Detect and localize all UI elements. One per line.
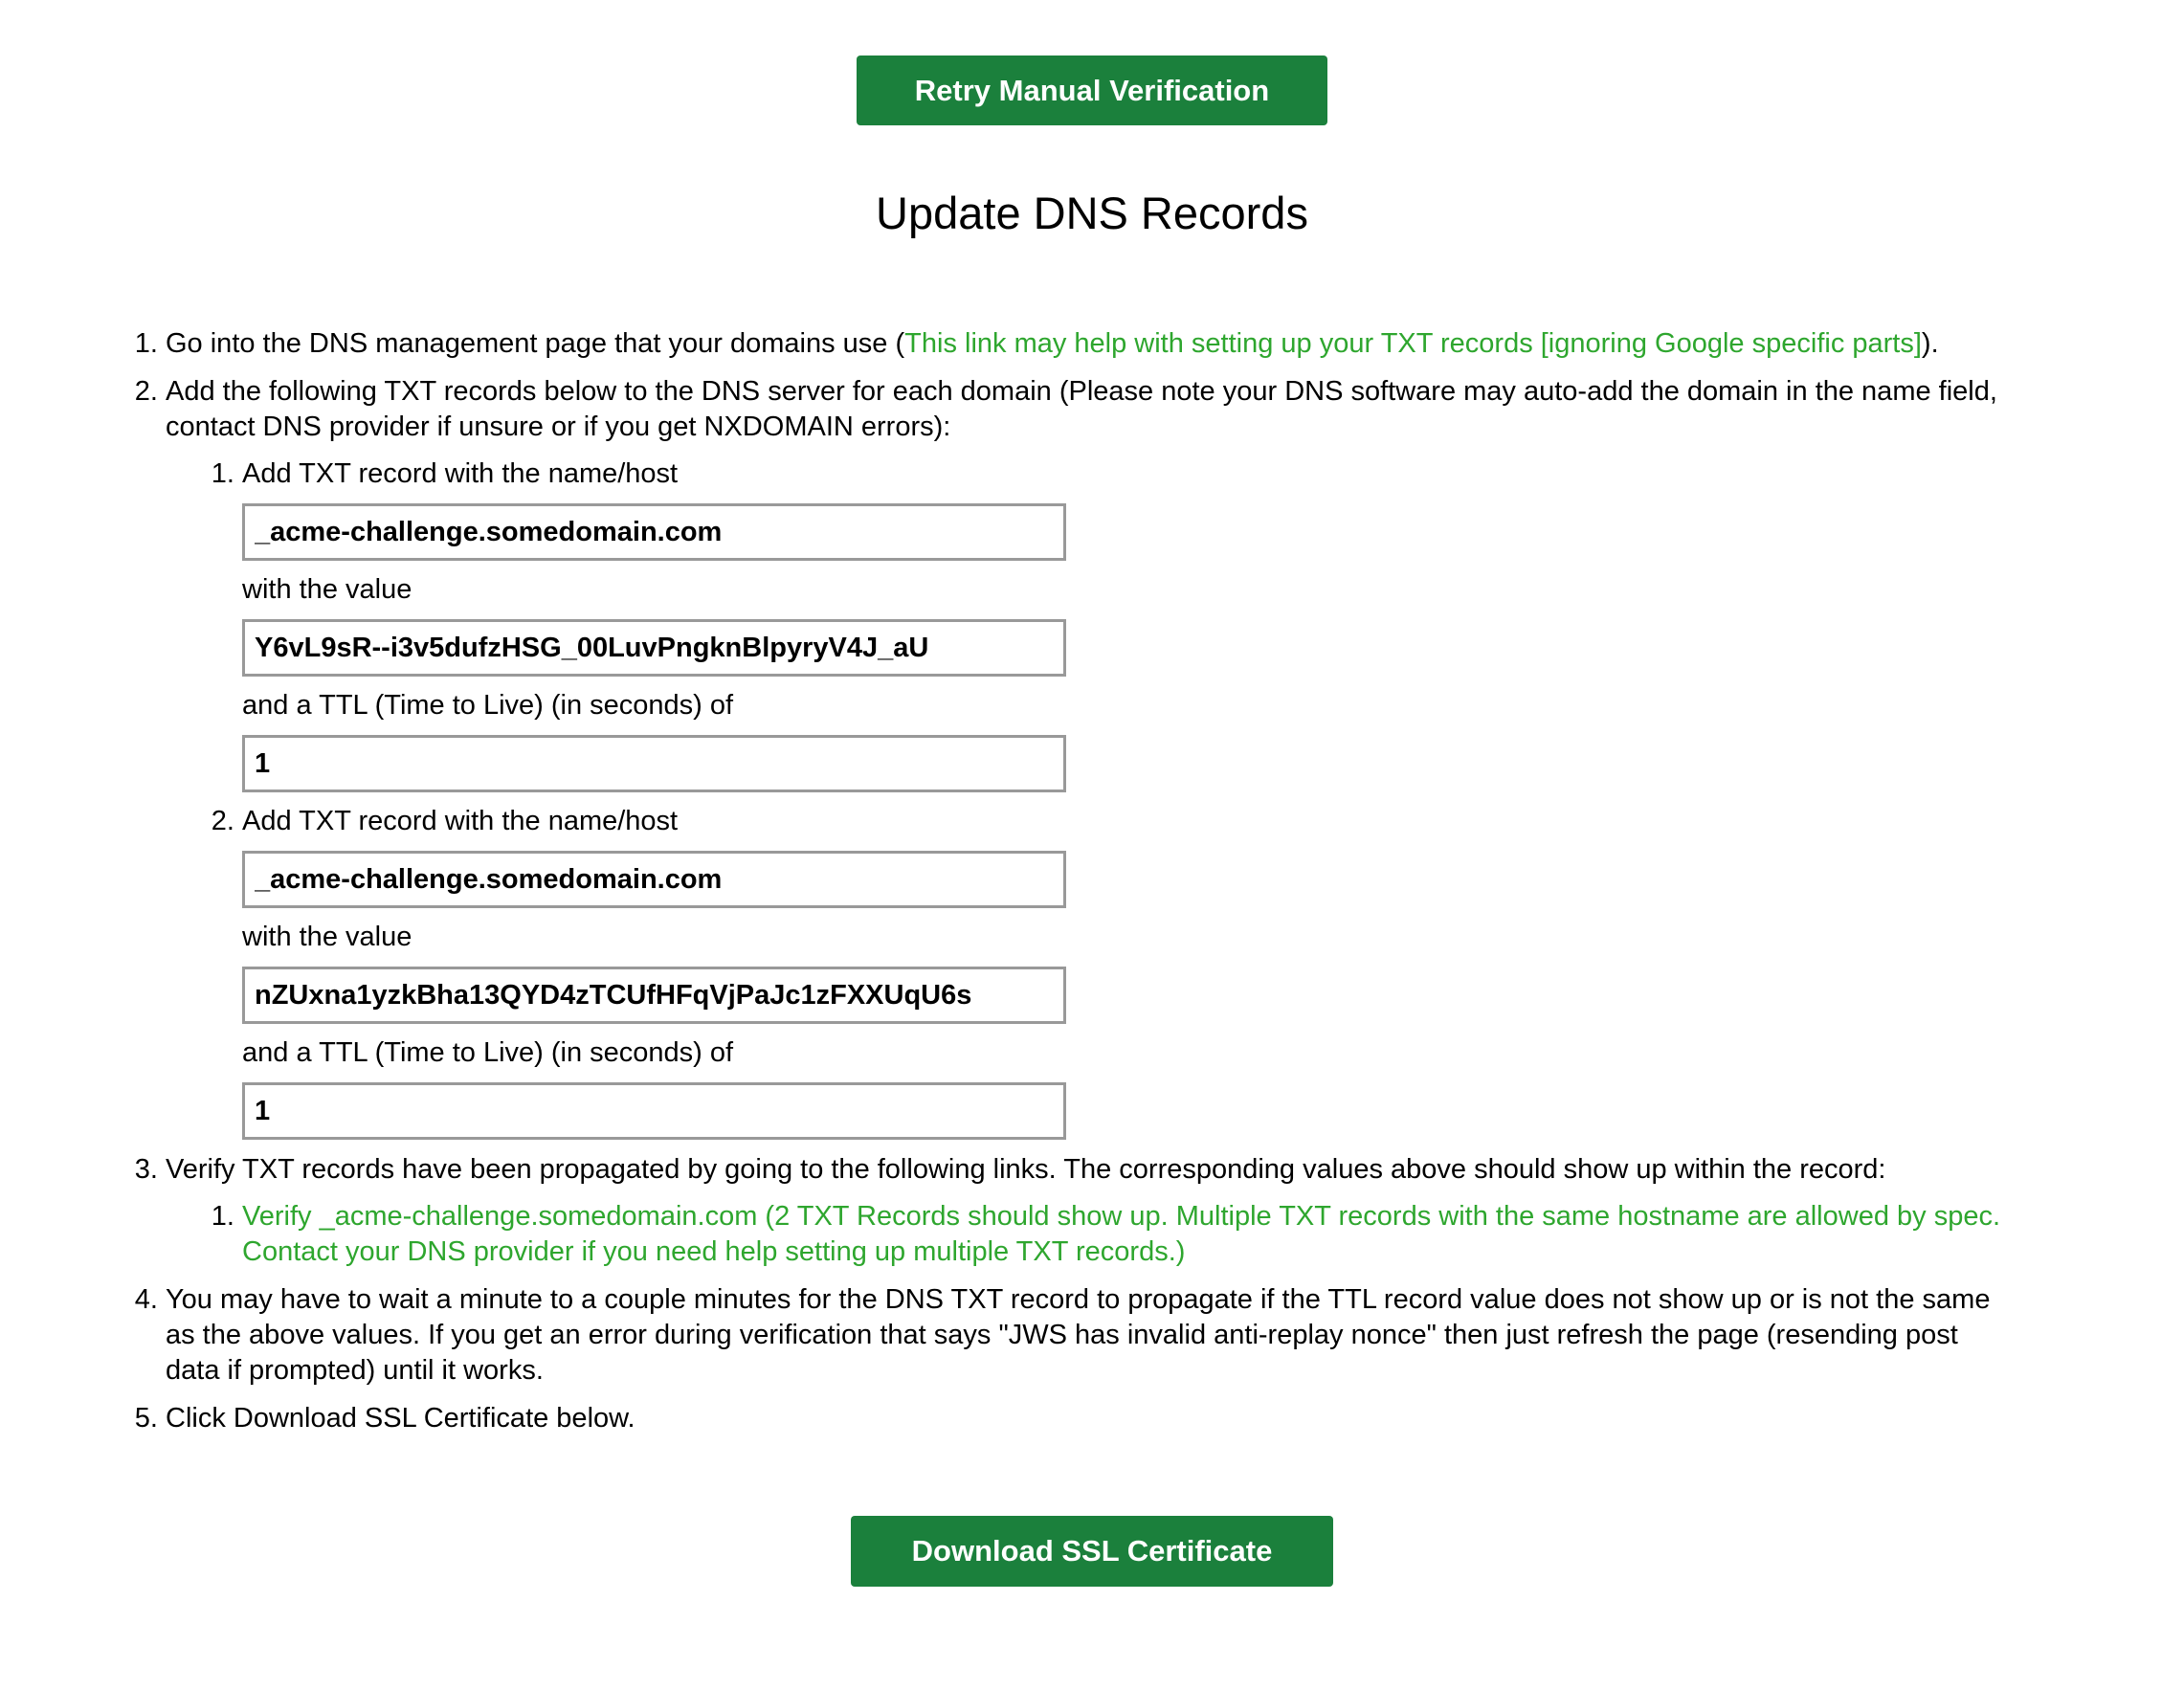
instructions-list (0, 326, 2013, 1436)
ttl-label: and a TTL (Time to Live) (in seconds) of (242, 1037, 734, 1068)
record-ttl-field[interactable] (242, 735, 1066, 792)
record-value-field[interactable] (242, 619, 1066, 677)
verify-txt-link[interactable]: Verify _acme-challenge.somedomain.com (2 TXT Records should show up. Multiple TXT records with the same hostname are allowed by spec. Contact your DNS provider if you need help setting up multiple TXT records.) (242, 1201, 2001, 1267)
step-text: Verify TXT records have been propagated by going to the following links. The corresponding values above should show up within the record: (166, 1154, 1886, 1185)
step-1 (166, 326, 2013, 362)
step-2 (166, 374, 2013, 1140)
name-label: 1. Add TXT record with the name/host (242, 458, 679, 489)
retry-manual-verification-button[interactable]: Retry Manual Verification (857, 56, 1327, 125)
step-text: Add the following TXT records below to the DNS server for each domain (Please note your DNS software may auto-add the domain in the name field, contact DNS provider if unsure or if you get NXDOMAIN errors): (166, 376, 1997, 442)
record-name-field[interactable] (242, 851, 1066, 908)
step-5 (166, 1401, 2013, 1436)
page-title: Update DNS Records (876, 188, 1308, 238)
record-value-field[interactable] (242, 967, 1066, 1024)
ttl-label: and a TTL (Time to Live) (in seconds) of (242, 690, 734, 721)
record-name-field[interactable] (242, 503, 1066, 561)
record-item (242, 456, 2013, 792)
value-label: with the value (242, 922, 412, 952)
step-3 (166, 1152, 2013, 1270)
step-4 (166, 1282, 2013, 1389)
value-label: with the value (242, 574, 412, 605)
step-text: ). (1921, 328, 1939, 359)
records-list (166, 456, 2013, 1140)
verify-item (242, 1199, 2013, 1270)
step-text: Go into the DNS management page that your domains use ( (166, 328, 905, 359)
record-item (242, 804, 2013, 1140)
txt-records-help-link[interactable]: This link may help with setting up your TXT records [ignoring Google specific parts] (904, 328, 1922, 359)
download-ssl-certificate-button[interactable]: Download SSL Certificate (851, 1516, 1333, 1587)
step-text: Click Download SSL Certificate below. (166, 1403, 635, 1434)
name-label: 2. Add TXT record with the name/host (242, 806, 679, 836)
verify-links-list (166, 1199, 2013, 1270)
step-text: You may have to wait a minute to a couple minutes for the DNS TXT record to propagate if the TTL record value does not show up or is not the same as the above values. If you get an error during verification that says "JWS has invalid anti-replay nonce" then just refresh the page (resending post data if prompted) until it works. (166, 1284, 1991, 1386)
record-ttl-field[interactable] (242, 1082, 1066, 1140)
